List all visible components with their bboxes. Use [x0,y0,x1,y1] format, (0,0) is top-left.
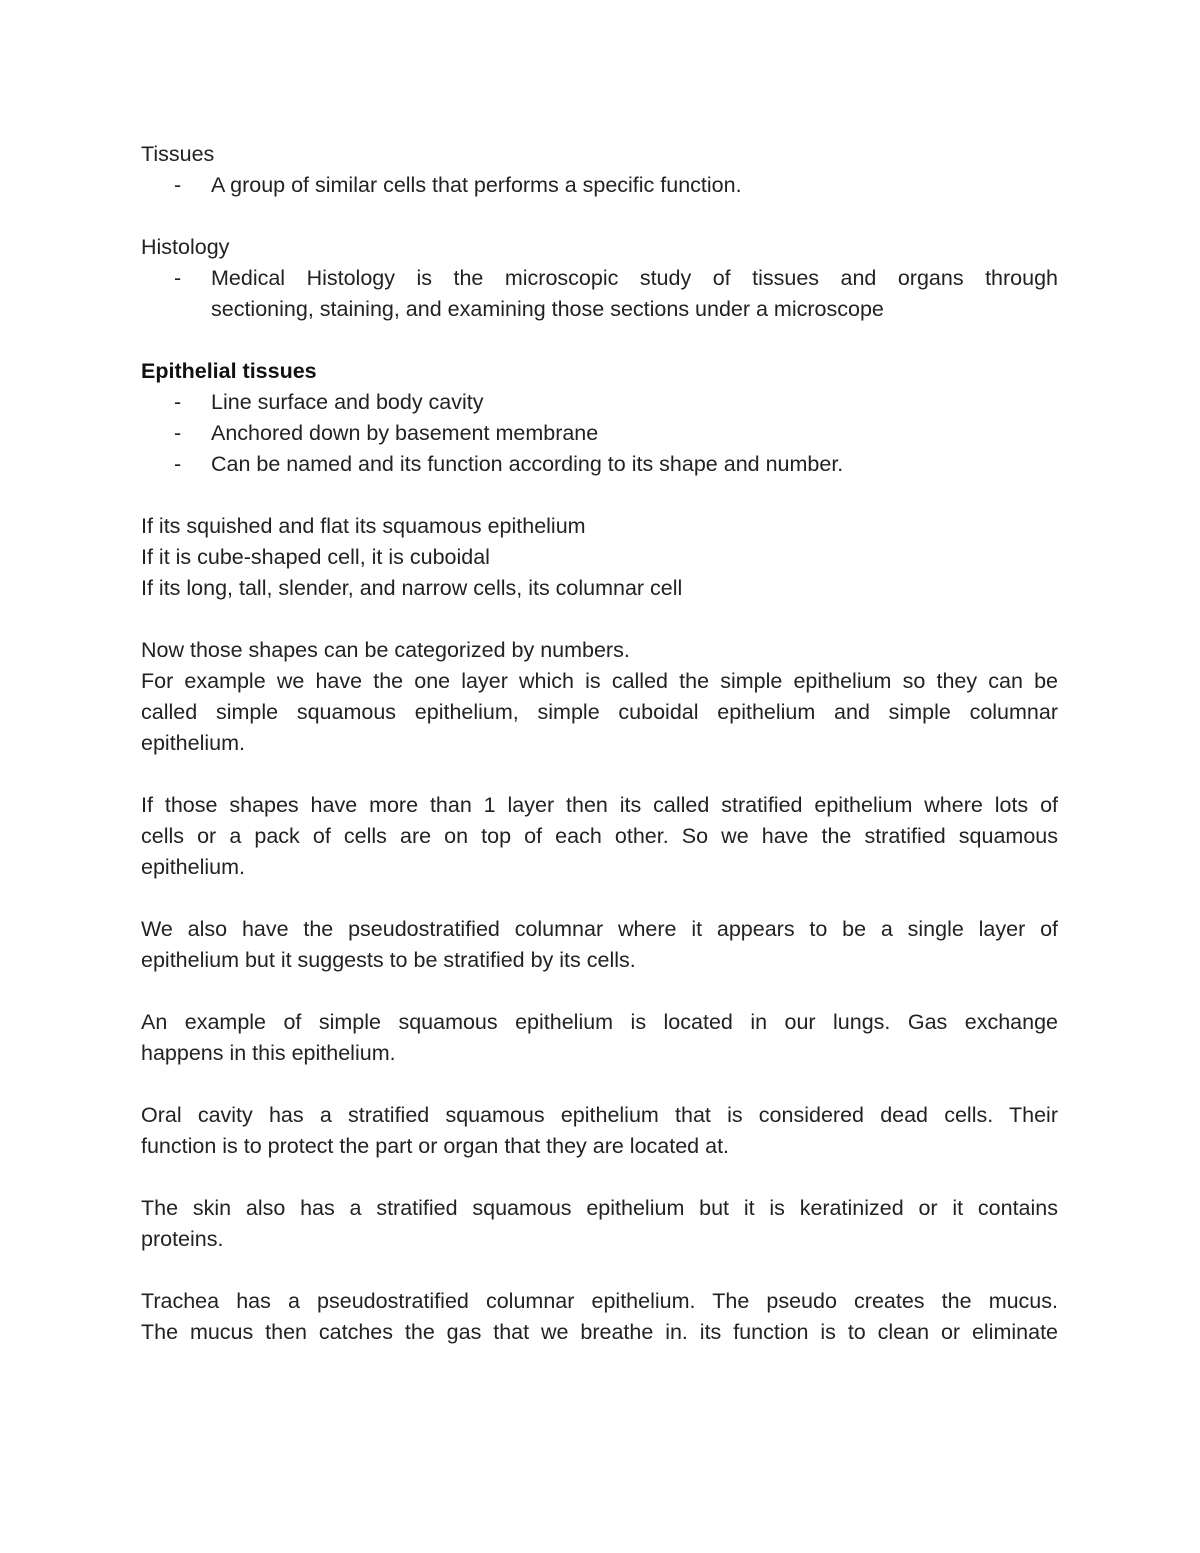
paragraph-line: We also have the pseudostratified columnar where it appears to be a single layer of [141,917,1058,941]
bullet-dash: - [174,266,182,290]
list-item [141,170,1058,201]
shape-line-columnar: If its long, tall, slender, and narrow cells, its columnar cell [141,576,683,600]
list-item-text-line: Medical Histology is the microscopic study of tissues and organs through [211,266,1058,290]
paragraph-line: cells or a pack of cells are on top of each other. So we have the stratified squamous [141,824,1058,848]
paragraph-line: An example of simple squamous epithelium is located in our lungs. Gas exchange [141,1010,1058,1034]
heading-epithelial-tissues: Epithelial tissues [141,359,317,383]
shape-line-squamous: If its squished and flat its squamous epithelium [141,514,586,538]
list-item [141,263,1058,325]
list-item [141,387,1058,418]
bullet-dash: - [174,452,182,476]
paragraph-line: For example we have the one layer which is called the simple epithelium so they can be [141,669,1058,693]
paragraph-line: epithelium but it suggests to be stratified by its cells. [141,948,636,972]
paragraph-line: The skin also has a stratified squamous epithelium but it is keratinized or it contains [141,1196,1058,1220]
paragraph-line: happens in this epithelium. [141,1041,396,1065]
list-item-text: Line surface and body cavity [211,390,484,414]
paragraph-line: epithelium. [141,855,245,879]
list-item-text: A group of similar cells that performs a specific function. [211,173,742,197]
list-item-text-line: sectioning, staining, and examining those sections under a microscope [211,297,884,321]
paragraph-line: proteins. [141,1227,224,1251]
document-page [141,139,1058,1348]
paragraph-line: called simple squamous epithelium, simple cuboidal epithelium and simple columnar [141,700,1058,724]
paragraph-line: epithelium. [141,731,245,755]
heading-histology: Histology [141,235,230,259]
bullet-dash: - [174,173,182,197]
heading-tissues: Tissues [141,142,215,166]
list-item [141,449,1058,480]
bullet-dash: - [174,390,182,414]
paragraph-line: function is to protect the part or organ that they are located at. [141,1134,730,1158]
list-item [141,418,1058,449]
bullet-dash: - [174,421,182,445]
list-item-text: Can be named and its function according to its shape and number. [211,452,844,476]
paragraph-line: Oral cavity has a stratified squamous epithelium that is considered dead cells. Their [141,1103,1058,1127]
paragraph-line: Now those shapes can be categorized by numbers. [141,638,630,662]
paragraph-line: The mucus then catches the gas that we breathe in. its function is to clean or eliminate [141,1320,1058,1344]
list-item-text: Anchored down by basement membrane [211,421,599,445]
paragraph-line: Trachea has a pseudostratified columnar epithelium. The pseudo creates the mucus. [141,1289,1058,1313]
shape-line-cuboidal: If it is cube-shaped cell, it is cuboidal [141,545,490,569]
paragraph-line: If those shapes have more than 1 layer then its called stratified epithelium where lots of [141,793,1058,817]
